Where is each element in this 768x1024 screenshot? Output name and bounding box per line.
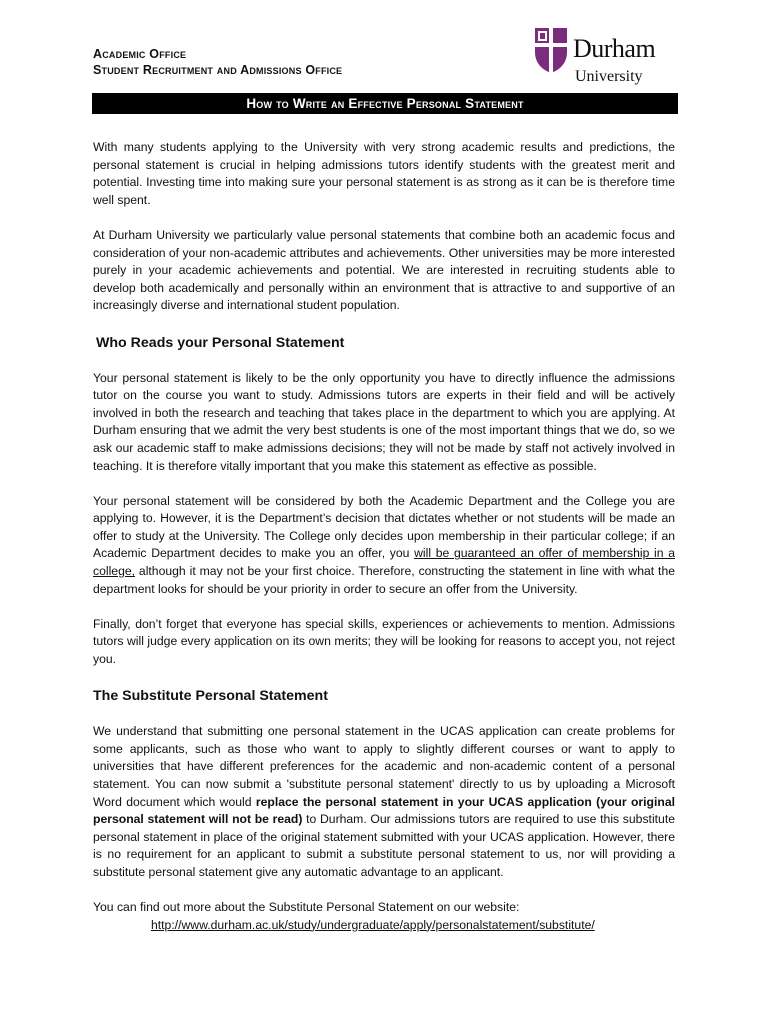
substitute-paragraph-2: You can find out more about the Substitute Personal Statement on our website: bbox=[93, 900, 520, 915]
office-line-2: Student Recruitment and Admissions Office bbox=[93, 63, 343, 77]
document-title: How to Write an Effective Personal Statement bbox=[92, 93, 678, 114]
office-line-1: Academic Office bbox=[93, 47, 187, 61]
who-reads-paragraph-2 bbox=[93, 493, 675, 599]
logo-wordmark-university: University bbox=[575, 68, 643, 85]
substitute-statement-link[interactable]: http://www.durham.ac.uk/study/undergraduate/apply/personalstatement/substitute/ bbox=[151, 917, 595, 932]
who-reads-paragraph-3: Finally, don’t forget that everyone has special skills, experiences or achievements to mention. Admissions tutors will judge every application on its own merits; they will be looking for reasons to accept you, not reject you. bbox=[93, 616, 675, 667]
substitute-paragraph-1 bbox=[93, 723, 675, 881]
who-reads-p2-text-a: Your personal statement will be considered by both the Academic Department and the College you are applying to. However, it is the Department’s decision that dictates whether or not students will be made an offer to study at the University. The College only decides upon membership in their particular college; if an Academic Department decides to make you an offer, you bbox=[93, 493, 675, 561]
logo-wordmark-durham: Durham bbox=[573, 34, 656, 63]
section-heading-who-reads: Who Reads your Personal Statement bbox=[96, 334, 345, 351]
document-body bbox=[93, 139, 675, 934]
substitute-p1-bold: replace the personal statement in your UCAS application (your original personal statement will not be read) bbox=[93, 794, 675, 827]
who-reads-paragraph-1: Your personal statement is likely to be the only opportunity you have to directly influence the admissions tutor on the course you want to study. Admissions tutors are experts in their field and will be actively involved in both the research and teaching that takes place in the department to which you are applying. At Durham ensuring that we admit the very best students is one of the most important things that we do, so we ask our academic staff to make admissions decisions; they will not be made by staff not actively involved in teaching. It is therefore vitally important that you make this statement as effective as possible. bbox=[93, 370, 675, 473]
office-header bbox=[93, 46, 342, 78]
intro-paragraph-1: With many students applying to the University with very strong academic results and predictions, the personal statement is crucial in helping admissions tutors identify students with the greatest merit and potential. Investing time into making sure your personal statement is as strong as it can be is therefore time well spent. bbox=[93, 140, 675, 207]
section-heading-substitute: The Substitute Personal Statement bbox=[93, 688, 328, 705]
who-reads-p2-text-b: although it may not be your first choice. Therefore, constructing the statement in line with what the department looks for should be your priority in order to secure an offer from the University. bbox=[93, 564, 675, 596]
substitute-p1-text-b: to Durham. Our admissions tutors are required to use this substitute personal statement in place of the original statement submitted with your UCAS application. However, there is no requirement for an applicant to submit a substitute personal statement to us, nor will providing a substitute personal statement give any automatic advantage to an applicant. bbox=[93, 812, 675, 879]
durham-crest-icon bbox=[533, 26, 569, 74]
intro-paragraph-2: At Durham University we particularly value personal statements that combine both an academic focus and consideration of your non-academic attributes and achievements. Other universities may be more interested purely in your academic achievements and potential. We are interested in recruiting students able to develop both academically and personally within an environment that is attractive to and supportive of an increasingly diverse and international student population. bbox=[93, 227, 675, 313]
guaranteed-offer-underlined: will be guaranteed an offer of membership in a college, bbox=[93, 546, 675, 579]
substitute-p1-text-a: We understand that submitting one personal statement in the UCAS application can create problems for some applicants, such as those who want to apply to slightly different courses or want to apply to universities that have different preferences for the academic and non-academic content of a personal statement. You can now submit a 'substitute personal statement' directly to us by uploading a Microsoft Word document which would bbox=[93, 724, 675, 809]
durham-university-logo bbox=[533, 26, 678, 92]
